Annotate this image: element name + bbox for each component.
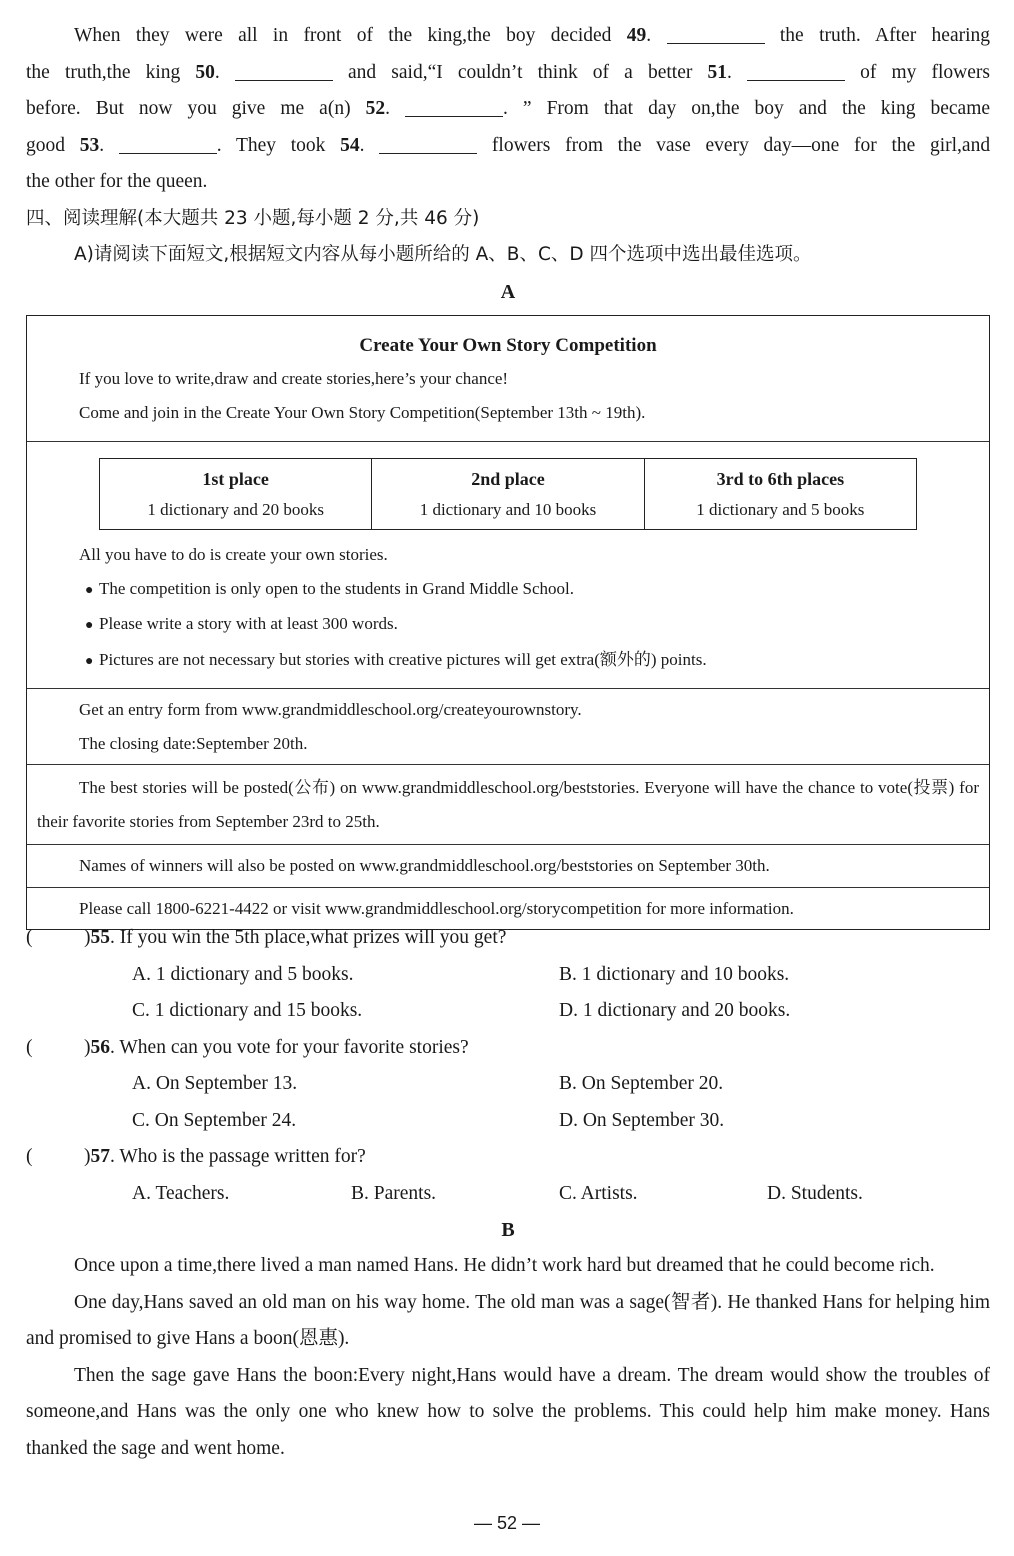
bullet-icon: ● (85, 653, 94, 669)
passage-paragraph: One day,Hans saved an old man on his way home. The old man was a sage(智者). He thanked Hans for helping him and promised to give Hans a boon(恩惠). (26, 1291, 990, 1349)
blank-number: 50 (195, 61, 215, 83)
option-b[interactable]: B. On September 20. (559, 1073, 724, 1094)
option-row (26, 993, 990, 1030)
notice-intro: Come and join in the Create Your Own Story Competition(September 13th ~ 19th). (79, 402, 646, 422)
prize-cell (372, 459, 644, 530)
contact-info: Please call 1800-6221-4422 or visit www.grandmiddleschool.org/storycompetition for more information. (79, 898, 794, 918)
page-number: — 52 — (473, 1513, 541, 1533)
cloze-text: flowers from the vase every day—one for the girl,and (491, 134, 991, 156)
option-b[interactable]: B. 1 dictionary and 10 books. (559, 963, 790, 985)
bullet-icon: ● (85, 618, 94, 633)
voting-info: The best stories will be posted(公布) on www.grandmiddleschool.org/beststories. Everyone will have the chance to vote(投票) for their favorite stories from September 23rd to 25th. (37, 778, 979, 831)
cloze-text: and said,“I couldn’t think of a better (348, 61, 693, 83)
answer-blank[interactable] (235, 58, 333, 81)
cloze-text: When they were all in front of the king,the boy decided (74, 25, 612, 46)
answer-bracket[interactable]: ( (26, 1146, 33, 1167)
blank-number: 49 (626, 25, 647, 46)
rule-item: ● Please write a story with at least 300 words. (27, 607, 989, 643)
closing-date: The closing date:September 20th. (79, 733, 308, 753)
prize-cell (644, 459, 916, 530)
option-d[interactable]: D. Students. (767, 1182, 863, 1204)
cloze-line: good 53. . They took 54. flowers from the vase every day—one for the girl,and (26, 128, 990, 165)
question-text: . Who is the passage written for? (110, 1146, 366, 1167)
cloze-text: . ” From that day on,the boy and the king became (503, 98, 991, 119)
notice-intro: If you love to write,draw and create stories,here’s your chance! (79, 369, 509, 388)
competition-notice (26, 315, 990, 930)
question-number: 56 (90, 1036, 110, 1058)
rules-intro: All you have to do is create your own stories. (79, 545, 388, 564)
rule-item: ● Pictures are not necessary but stories with creative pictures will get extra(额外的) points. (27, 643, 989, 679)
cloze-line (26, 164, 990, 201)
passage-paragraph: Then the sage gave Hans the boon:Every night,Hans would have a dream. The dream would show the troubles of someone,and Hans was the only one who knew how to solve the problems. This could help him make money. Hans thanked the sage and went home. (26, 1364, 990, 1459)
option-row (26, 1103, 990, 1140)
cloze-line: before. But now you give me a(n) 52. . ” From that day on,the boy and the king became (26, 91, 990, 128)
rule-item: ● The competition is only open to the students in Grand Middle School. (27, 572, 989, 608)
prize-value: 1 dictionary and 20 books (147, 500, 324, 519)
blank-number: 53 (79, 134, 100, 156)
option-a[interactable]: A. Teachers. (132, 1182, 230, 1204)
cloze-text: the truth. After hearing (779, 25, 991, 46)
option-c[interactable]: C. On September 24. (132, 1109, 297, 1131)
option-a[interactable]: A. 1 dictionary and 5 books. (132, 963, 354, 985)
answer-blank[interactable] (119, 131, 217, 154)
option-row (26, 957, 990, 994)
question-number: 55 (90, 927, 110, 948)
prize-place: 3rd to 6th places (716, 469, 845, 489)
page-content (26, 0, 990, 310)
answer-bracket[interactable]: ( (26, 927, 33, 948)
cloze-text: . They took (216, 134, 326, 156)
section-instruction: A)请阅读下面短文,根据短文内容从每小题所给的 A、B、C、D 四个选项中选出最佳选项。 (74, 244, 812, 265)
cloze-text: the other for the queen. (26, 171, 208, 192)
option-c[interactable]: C. 1 dictionary and 15 books. (132, 1000, 363, 1021)
question-text: . If you win the 5th place,what prizes will you get? (110, 927, 507, 948)
question-55: ( )55. If you win the 5th place,what prizes will you get? (26, 920, 990, 957)
option-a[interactable]: A. On September 13. (132, 1073, 298, 1094)
bullet-icon: ● (85, 582, 94, 598)
winners-info: Names of winners will also be posted on www.grandmiddleschool.org/beststories on September 30th. (79, 856, 770, 875)
section-title: 四、阅读理解(本大题共 23 小题,每小题 2 分,共 46 分) (26, 207, 480, 229)
answer-blank[interactable] (405, 94, 503, 117)
answer-blank[interactable] (379, 131, 477, 154)
answer-bracket[interactable]: ( (26, 1036, 33, 1058)
option-row (26, 1176, 990, 1213)
question-56: ( )56. When can you vote for your favorite stories? (26, 1030, 990, 1067)
prize-table (99, 458, 917, 530)
blank-number: 51 (707, 61, 727, 83)
entry-form-info: Get an entry form from www.grandmiddleschool.org/createyourownstory. (79, 700, 582, 719)
option-d[interactable]: D. 1 dictionary and 20 books. (559, 1000, 791, 1021)
cloze-text: before. But now you give me a(n) (26, 98, 351, 119)
cloze-text: good (26, 134, 65, 156)
prize-cell (100, 459, 372, 530)
prize-value: 1 dictionary and 10 books (419, 500, 597, 519)
cloze-line: When they were all in front of the king,the boy decided 49. the truth. After hearing (26, 18, 990, 55)
prize-value: 1 dictionary and 5 books (696, 500, 865, 519)
question-57: ( )57. Who is the passage written for? (26, 1139, 990, 1176)
prize-place: 1st place (202, 469, 269, 489)
option-row (26, 1066, 990, 1103)
questions-area (26, 920, 990, 1467)
notice-title: Create Your Own Story Competition (359, 335, 657, 356)
question-number: 57 (90, 1146, 110, 1167)
blank-number: 54 (340, 134, 360, 156)
option-c[interactable]: C. Artists. (559, 1182, 638, 1204)
cloze-text: of my flowers (860, 61, 990, 83)
passage-paragraph: Once upon a time,there lived a man named Hans. He didn’t work hard but dreamed that he could become rich. (74, 1255, 935, 1276)
answer-blank[interactable] (747, 58, 845, 81)
prize-place: 2nd place (471, 469, 545, 489)
option-b[interactable]: B. Parents. (351, 1182, 437, 1204)
cloze-line: the truth,the king 50. and said,“I couldn’t think of a better 51. of my flowers (26, 55, 990, 92)
answer-blank[interactable] (667, 21, 765, 44)
question-text: . When can you vote for your favorite stories? (110, 1036, 469, 1058)
blank-number: 52 (365, 98, 386, 119)
passage-b-label: B (501, 1219, 515, 1241)
cloze-text: the truth,the king (26, 61, 181, 83)
passage-a-label: A (500, 280, 516, 303)
option-d[interactable]: D. On September 30. (559, 1109, 725, 1131)
